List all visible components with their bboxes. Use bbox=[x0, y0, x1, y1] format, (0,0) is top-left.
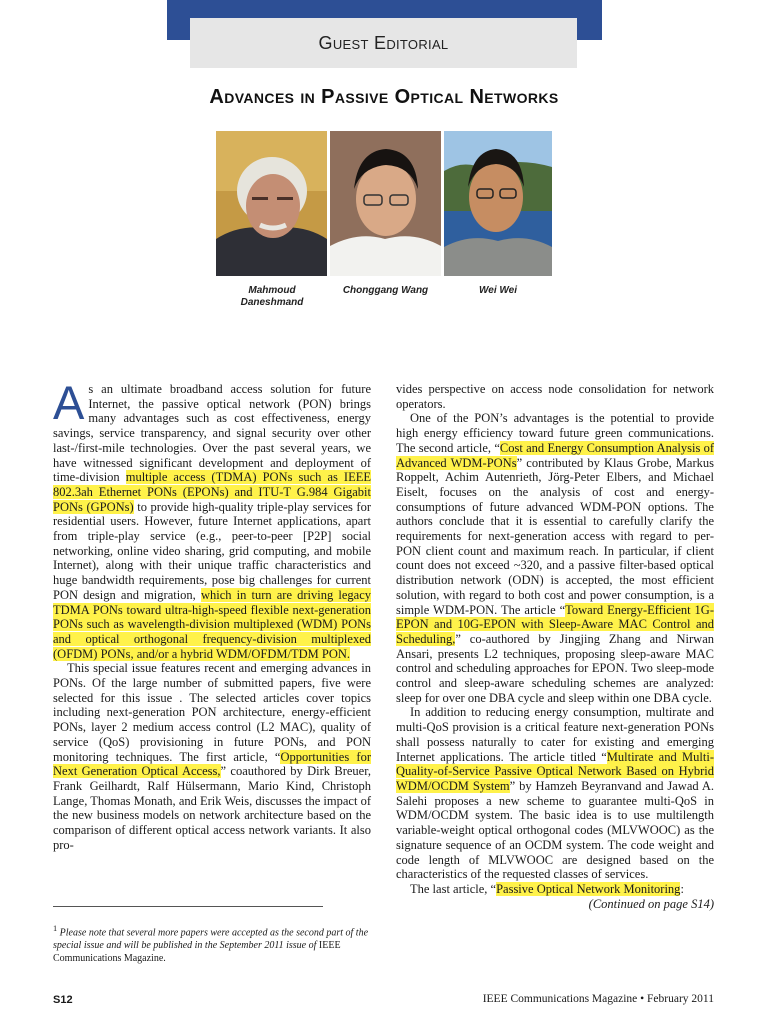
author-photo-wang bbox=[330, 131, 441, 276]
section-label: Guest Editorial bbox=[318, 32, 449, 53]
continued-note: (Continued on page S14) bbox=[588, 896, 714, 911]
text-run: One of the PON’s advantages is the potential to provide high energy efficiency toward future green communications. The second article, “ bbox=[396, 411, 714, 455]
body-column-left bbox=[53, 376, 372, 853]
text-run: s an ultimate broadband access solution for future Internet, the passive optical network (PON) brings many advantages such as cost effectiveness, energy savings, service transparency, and signal security over other last-/first-mile technologies. Over the past several years, we have witnessed significant development and deployment of time-division bbox=[53, 382, 371, 485]
text-run: to provide high-quality triple-play services for residential users. However, future Internet applications, apart from triple-play service (e.g., peer-to-peer [P2P] social networking, online video sharing, grid computing, and mobile Internet), along with their unique traffic characteristics and huge bandwidth requirements, pose big challenges for current PON design and migration, bbox=[53, 499, 372, 602]
text-run: The last article, “ bbox=[410, 881, 497, 896]
highlight: multiple access (TDMA) PONs such as IEEE 802.3ah Ethernet PONs (EPONs) and ITU-T G.984 Gigabit PONs (GPONs) bbox=[53, 470, 371, 514]
text-run: ” co-authored by Jingjing Zhang and Nirwan Ansari, presents L2 techniques, proposing sleep-aware MAC control and scheduling approaches for EPON. Two sleep-mode control and sleep-aware scheduling schemes are analyzed: sleep for over one DBA cycle and sleep within one DBA cycle. bbox=[396, 631, 714, 705]
drop-cap: A bbox=[53, 376, 85, 429]
text-run: This special issue features recent and emerging advances in PONs. Of the large number of submitted papers, five were selected for this issue . The selected articles cover topics including next-generation PON architecture, energy-efficient PONs, layer 2 medium access control (L2 MAC), quality of service (QoS) provisioning in future PONs, and PON monitoring techniques. The first article, “ bbox=[53, 661, 371, 764]
highlight: Opportunities for Next Generation Optical Access, bbox=[53, 749, 371, 779]
paragraph bbox=[396, 382, 714, 411]
text-run: In addition to reducing energy consumption, multirate and multi-QoS provision is a critical feature next-generation PONs shall possess naturally to cater for existing and emerging Internet applications. The article titled “ bbox=[396, 705, 714, 764]
highlight: Multirate and Multi-Quality-of-Service Passive Optical Network Based on Hybrid WDM/OCDM System bbox=[396, 749, 714, 793]
author-caption-wei: Wei Wei bbox=[479, 285, 517, 296]
footnote-rule bbox=[53, 906, 323, 907]
body-column-right bbox=[396, 382, 714, 911]
paragraph bbox=[53, 376, 372, 661]
paragraph bbox=[396, 882, 714, 897]
author-photo-daneshmand bbox=[216, 131, 327, 276]
article-title: Advances in Passive Optical Networks bbox=[209, 86, 559, 108]
section-tag bbox=[190, 18, 577, 68]
journal-footer: IEEE Communications Magazine • February 2011 bbox=[482, 993, 714, 1005]
author-photo-wei bbox=[444, 131, 552, 276]
author-caption-wang: Chonggang Wang bbox=[342, 285, 429, 296]
highlight: which in turn are driving legacy TDMA PONs toward ultra-high-speed flexible next-generation PONs such as wavelength-division multiplexed (WDM) PONs and optical orthogonal frequency-division multiplexed (OFDM) PONs, and/or a hybrid WDM/OFDM/TDM PON. bbox=[53, 587, 371, 661]
paragraph bbox=[396, 411, 714, 705]
highlight: Passive Optical Network Monitoring bbox=[496, 881, 681, 896]
author-caption-daneshmand: Mahmoud Daneshmand bbox=[240, 285, 304, 308]
footnote-roman: IEEE Communications Magazine. bbox=[53, 940, 341, 965]
text-run: ” contributed by Klaus Grobe, Markus Roppelt, Achim Autenrieth, Jörg-Peter Elbers, and Michael Eiselt, focuses on the analysis of cost and energy-consumptions of future advanced WDM-PON options. The authors conclude that it is essential to carefully clarify the requirements for next-generation access with regard to per-PON client count and maximum reach. In particular, if client count does not exceed ~320, and a passive filter-based optical distribution network (ODN) is accepted, the most efficient solution, with regard to both cost and power consumption, is a simple WDM-PON. The article “ bbox=[396, 455, 714, 617]
text-run: ” coauthored by Dirk Breuer, Frank Geilhardt, Ralf Hülsermann, Mario Kind, Christoph Lange, Thomas Monath, and Erik Weis, discusses the impact of the new business models on network architecture based on the comparison of different optical access network variants. It also pro- bbox=[53, 764, 371, 852]
footnote-italic: Please note that several more papers were accepted as the second part of the special issue and will be published in the September 2011 issue of bbox=[53, 927, 369, 952]
text-run: : bbox=[680, 881, 684, 896]
page-number: S12 bbox=[53, 994, 73, 1006]
highlight: Toward Energy-Efficient 1G-EPON and 10G-EPON with Sleep-Aware MAC Control and Scheduling, bbox=[396, 602, 714, 646]
text-run: ” by Hamzeh Beyranvand and Jawad A. Salehi proposes a new scheme to guarantee multi-QoS in WDM/OCDM system. The basic idea is to use multilength variable-weight optical orthogonal codes (MLVWOOC) as the signature sequence of an OCDM system. The code weight and code length of MLVWOOC are designed based on the characteristics of the requested classes of services. bbox=[396, 778, 714, 882]
paragraph bbox=[396, 705, 714, 881]
text-run: vides perspective on access node consolidation for network operators. bbox=[396, 382, 714, 411]
highlight: Cost and Energy Consumption Analysis of Advanced WDM-PONs bbox=[396, 440, 715, 470]
footnote bbox=[53, 922, 371, 965]
footnote-mark: 1 bbox=[53, 924, 58, 933]
paragraph bbox=[53, 661, 371, 852]
